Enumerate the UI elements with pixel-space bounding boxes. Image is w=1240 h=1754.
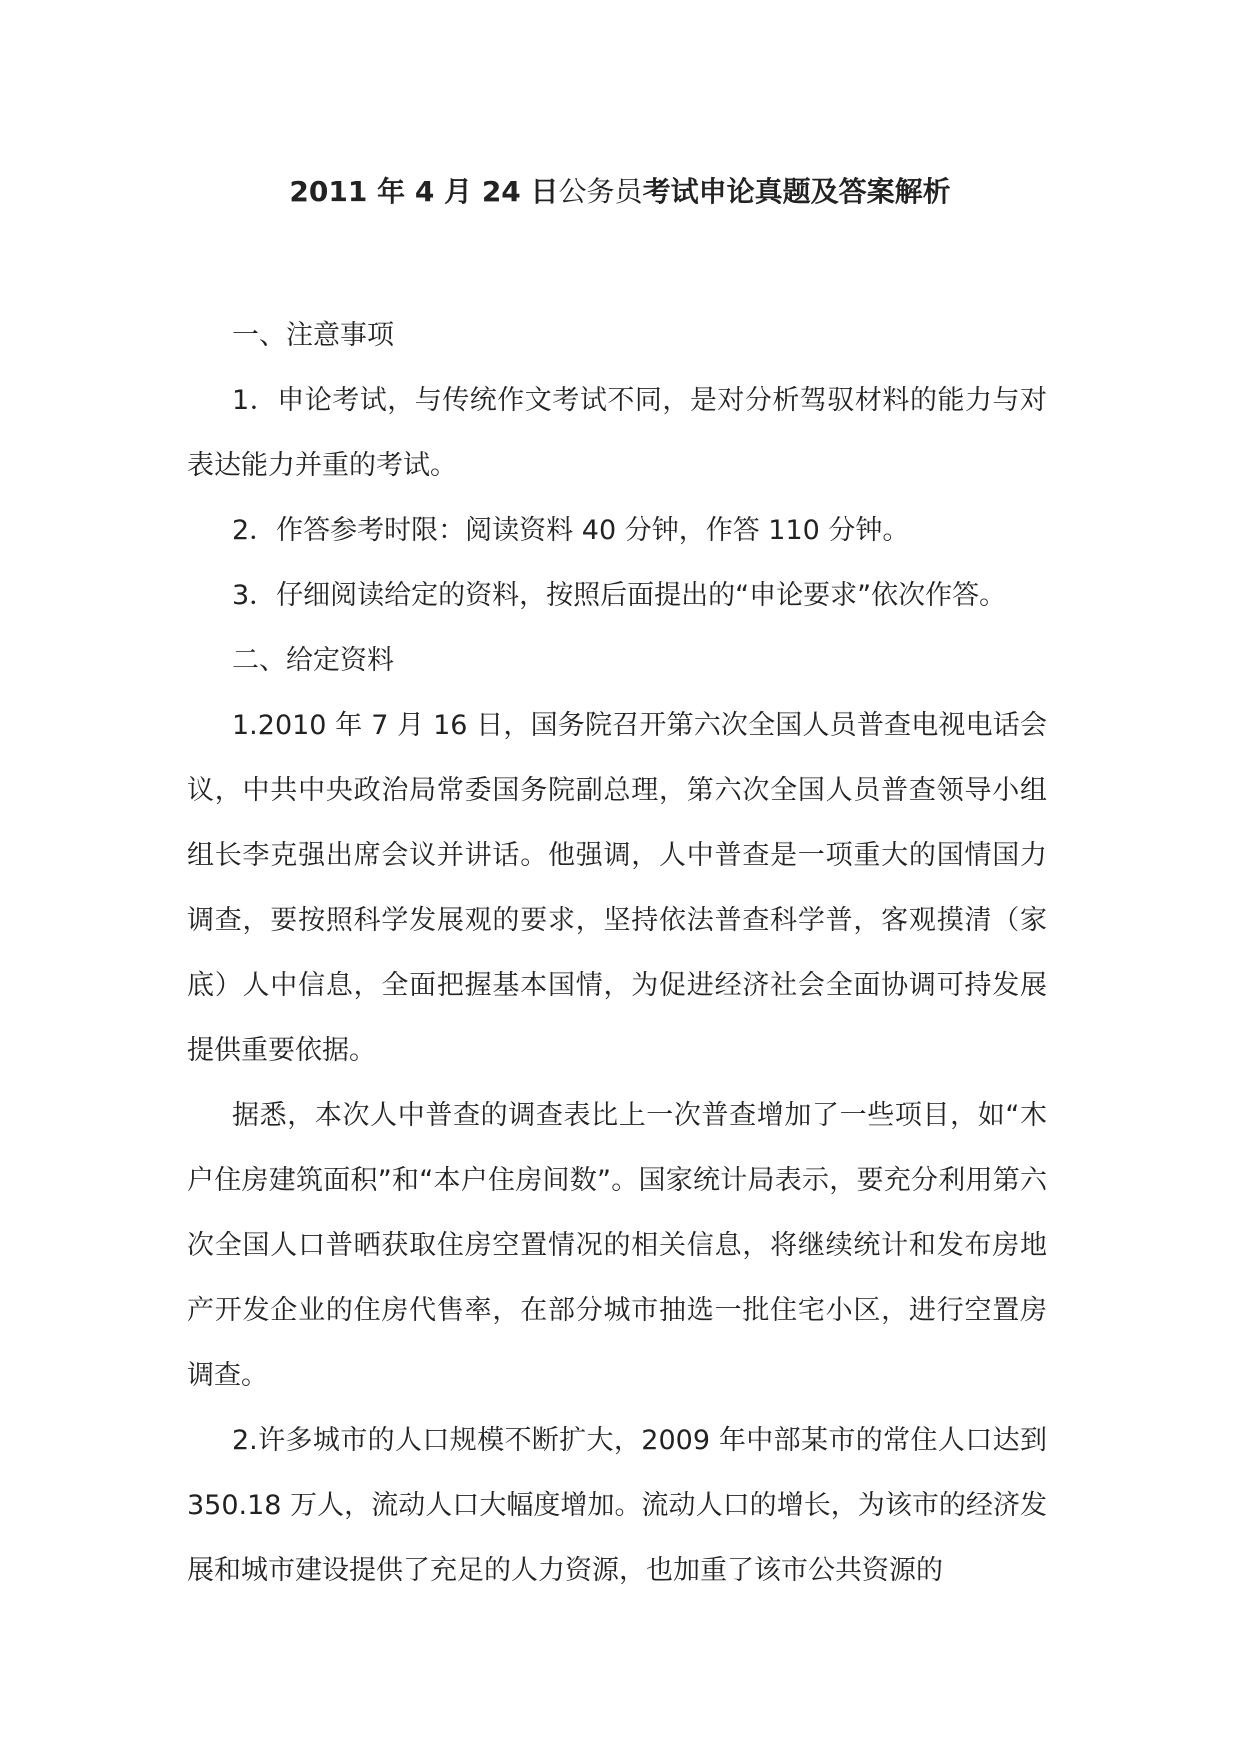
title-civil-servant: 公务员 — [558, 175, 643, 208]
section-heading-notes: 一、注意事项 — [232, 320, 394, 351]
section-heading-materials: 二、给定资料 — [232, 645, 394, 676]
material-paragraph-1: 1.2010 年 7 月 16 日，国务院召开第六次全国人员普查电视电话会议，中共中央政治局常委国务院副总理，第六次全国人员普查领导小组组长李克强出席会议并讲话。他强调，人中普查是一项重大的国情国力调查，要按照科学发展观的要求，坚持依法普查科学普，客观摸清（家底）人中信息，全面把握基本国情，为促进经济社会全面协调可持发展提供重要依据。 — [187, 710, 1047, 1066]
material-paragraph-3: 2.许多城市的人口规模不断扩大，2009 年中部某市的常住人口达到 350.18 万人，流动人口大幅度增加。流动人口的增长，为该市的经济发展和城市建设提供了充足的人力资源，也加重了该市公共资源的 — [187, 1425, 1047, 1586]
note-item-2: 2．作答参考时限：阅读资料 40 分钟，作答 110 分钟。 — [232, 515, 910, 546]
title-exam-name: 考试申论真题及答案解析 — [642, 175, 951, 208]
note-item-1: 1．申论考试，与传统作文考试不同，是对分析驾驭材料的能力与对表达能力并重的考试。 — [187, 385, 1047, 481]
page-title — [0, 172, 1240, 212]
note-item-3: 3．仔细阅读给定的资料，按照后面提出的“申论要求”依次作答。 — [232, 580, 1007, 611]
title-date: 2011 年 4 月 24 日 — [289, 175, 559, 208]
material-paragraph-2: 据悉，本次人中普查的调查表比上一次普查增加了一些项目，如“木户住房建筑面积”和“本户住房间数”。国家统计局表示，要充分利用第六次全国人口普晒获取住房空置情况的相关信息，将继续统计和发布房地产开发企业的住房代售率，在部分城市抽选一批住宅小区，进行空置房调查。 — [187, 1100, 1047, 1391]
document-body — [187, 303, 1047, 1603]
